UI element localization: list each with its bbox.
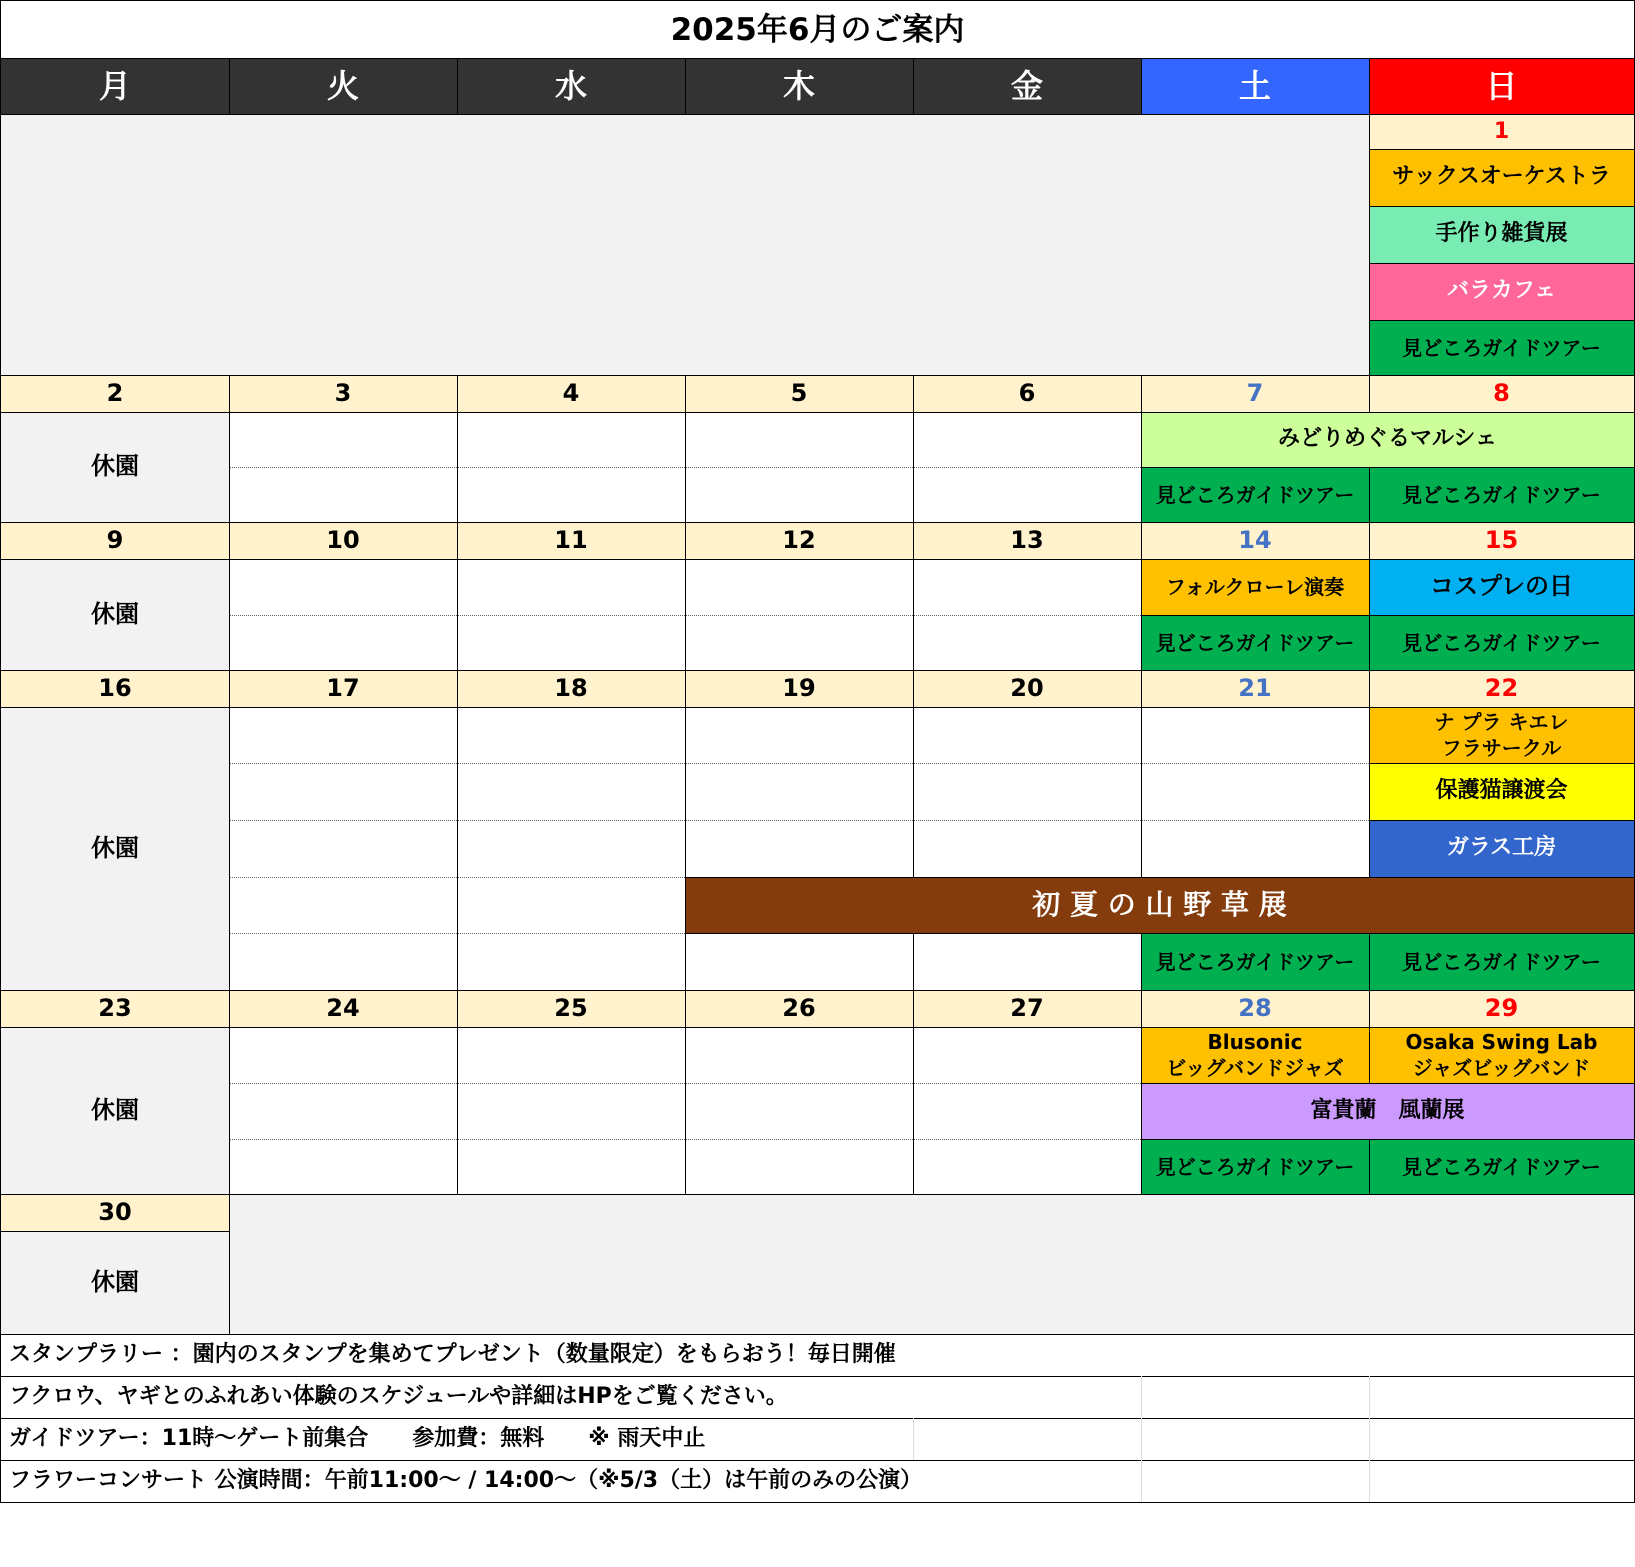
grid-line [457, 522, 458, 559]
grid-line [913, 375, 914, 412]
grid-line [1369, 933, 1370, 990]
grid-line [0, 559, 1635, 560]
grid-line [1369, 115, 1370, 375]
grid-line [1141, 707, 1142, 877]
empty-days-area [229, 1194, 1634, 1334]
event-cell: 見どころガイドツアー [1141, 933, 1369, 990]
grid-line [913, 559, 914, 670]
closed-label: 休園 [1, 412, 229, 522]
event-cell: コスプレの日 [1369, 559, 1634, 615]
grid-line [913, 522, 914, 559]
event-cell: Blusonic ビッグバンドジャズ [1141, 1027, 1369, 1083]
grid-line [1141, 933, 1142, 990]
grid-line [0, 0, 1635, 1]
grid-line [913, 1027, 914, 1083]
grid-line [229, 877, 230, 933]
grid-line [1141, 412, 1142, 522]
event-cell: 見どころガイドツアー [1369, 615, 1634, 670]
grid-line [1141, 990, 1142, 1027]
grid-line [685, 58, 686, 115]
grid-line [1369, 467, 1370, 522]
grid-line [1369, 1376, 1370, 1418]
closed-label: 休園 [1, 707, 229, 990]
grid-line [685, 707, 686, 877]
grid-line [685, 375, 686, 412]
date-number: 16 [1, 670, 229, 707]
weekday-header: 金 [913, 59, 1141, 115]
weekday-header: 水 [457, 59, 685, 115]
event-cell: 見どころガイドツアー [1141, 1139, 1369, 1194]
grid-line [229, 1083, 230, 1139]
grid-line [229, 412, 230, 522]
grid-line [0, 114, 1635, 115]
grid-line [1369, 1418, 1370, 1460]
grid-line [457, 1083, 458, 1139]
grid-line [1369, 1460, 1370, 1502]
grid-line [0, 1418, 1635, 1419]
grid-line [1141, 1460, 1142, 1502]
footer-note: フクロウ、ヤギとのふれあい体験のスケジュールや詳細はHPをご覧ください。 [1, 1376, 1634, 1418]
date-number: 7 [1141, 375, 1369, 412]
grid-line [457, 670, 458, 707]
date-number: 4 [457, 375, 685, 412]
event-cell: ナ プラ キエレ フラサークル [1369, 707, 1634, 763]
grid-line [0, 1231, 229, 1232]
event-cell: 見どころガイドツアー [1369, 933, 1634, 990]
event-cell: ガラス工房 [1369, 820, 1634, 877]
grid-line [1141, 1418, 1142, 1460]
grid-line [0, 707, 1635, 708]
date-number: 17 [229, 670, 457, 707]
grid-line [685, 877, 686, 933]
grid-line [0, 670, 1635, 671]
grid-line [1369, 559, 1370, 670]
grid-line [1141, 1027, 1142, 1083]
grid-line [457, 58, 458, 115]
grid-line [685, 877, 1635, 878]
grid-line [0, 412, 1635, 413]
grid-line [0, 58, 1635, 59]
date-number: 2 [1, 375, 229, 412]
grid-line [0, 375, 1635, 376]
grid-line [457, 375, 458, 412]
weekday-header: 土 [1141, 59, 1369, 115]
footer-note: フラワーコンサート 公演時間：午前11:00～ / 14:00～（※5/3（土）は午前のみの公演） [1, 1460, 1634, 1502]
date-number: 8 [1369, 375, 1634, 412]
weekday-header: 木 [685, 59, 913, 115]
date-number: 27 [913, 990, 1141, 1027]
grid-line [1369, 206, 1635, 207]
grid-line [1369, 820, 1635, 821]
grid-line [1141, 467, 1635, 468]
grid-line [913, 933, 914, 990]
grid-line [1141, 58, 1142, 115]
grid-line [0, 522, 1635, 523]
event-cell: 見どころガイドツアー [1141, 467, 1369, 522]
date-number: 28 [1141, 990, 1369, 1027]
event-cell: 見どころガイドツアー [1141, 615, 1369, 670]
grid-line [229, 1139, 230, 1194]
grid-line [913, 707, 914, 877]
grid-line [1369, 670, 1370, 707]
date-number: 15 [1369, 522, 1634, 559]
page-title: 2025年6月のご案内 [1, 1, 1634, 59]
grid-line [457, 877, 458, 933]
grid-line [457, 707, 458, 877]
grid-line [913, 58, 914, 115]
grid-line [229, 933, 230, 990]
grid-line [1369, 320, 1635, 321]
grid-line [1369, 375, 1370, 412]
date-number: 14 [1141, 522, 1369, 559]
date-number: 13 [913, 522, 1141, 559]
grid-line [1141, 1139, 1635, 1140]
event-cell: みどりめぐるマルシェ [1141, 412, 1634, 467]
grid-line [685, 1027, 686, 1083]
grid-line [229, 670, 230, 707]
date-number: 19 [685, 670, 913, 707]
event-cell: 富貴蘭 風蘭展 [1141, 1083, 1634, 1139]
grid-line [685, 990, 686, 1027]
exhibition-banner: 初 夏 の 山 野 草 展 [685, 877, 1634, 933]
event-cell: 見どころガイドツアー [1369, 1139, 1634, 1194]
slot-divider [229, 820, 1369, 821]
date-number: 9 [1, 522, 229, 559]
date-number: 18 [457, 670, 685, 707]
event-cell: 見どころガイドツアー [1369, 467, 1634, 522]
grid-line [0, 990, 1635, 991]
event-cell: サックスオーケストラ [1369, 149, 1634, 206]
grid-line [1369, 990, 1370, 1027]
grid-line [0, 1502, 1635, 1503]
date-number: 5 [685, 375, 913, 412]
grid-line [0, 1194, 1635, 1195]
grid-line [1141, 670, 1142, 707]
grid-line [685, 522, 686, 559]
grid-line [685, 670, 686, 707]
date-number: 12 [685, 522, 913, 559]
grid-line [457, 990, 458, 1027]
footer-note: ガイドツアー：11時～ゲート前集合 参加費：無料 ※ 雨天中止 [1, 1418, 1634, 1460]
grid-line [1369, 1027, 1370, 1083]
grid-line [0, 1460, 1635, 1461]
grid-line [1141, 615, 1635, 616]
date-number: 3 [229, 375, 457, 412]
date-number: 22 [1369, 670, 1634, 707]
event-cell: Osaka Swing Lab ジャズビッグバンド [1369, 1027, 1634, 1083]
grid-line [1141, 1376, 1142, 1418]
date-number: 25 [457, 990, 685, 1027]
event-cell: バラカフェ [1369, 263, 1634, 320]
grid-line [1369, 707, 1370, 877]
closed-label: 休園 [1, 559, 229, 670]
event-cell: 保護猫譲渡会 [1369, 763, 1634, 820]
grid-line [229, 522, 230, 559]
date-number: 24 [229, 990, 457, 1027]
event-cell: フォルクローレ演奏 [1141, 559, 1369, 615]
grid-line [685, 933, 686, 990]
grid-line [229, 559, 230, 670]
weekday-header: 火 [229, 59, 457, 115]
grid-line [229, 58, 230, 115]
grid-line [0, 0, 1, 1503]
grid-line [913, 1418, 914, 1460]
grid-line [685, 559, 686, 670]
grid-line [229, 990, 230, 1027]
slot-divider [229, 763, 1369, 764]
event-cell: 見どころガイドツアー [1369, 320, 1634, 375]
grid-line [913, 412, 914, 522]
grid-line [457, 1139, 458, 1194]
grid-line [1369, 149, 1635, 150]
date-number: 21 [1141, 670, 1369, 707]
empty-days-area [1, 115, 1369, 375]
date-number: 23 [1, 990, 229, 1027]
grid-line [1141, 1083, 1142, 1139]
grid-line [229, 375, 230, 412]
grid-line [457, 559, 458, 670]
event-cell: 手作り雑貨展 [1369, 206, 1634, 263]
date-number: 26 [685, 990, 913, 1027]
weekday-header: 日 [1369, 59, 1634, 115]
grid-line [457, 933, 458, 990]
grid-line [1141, 1139, 1142, 1194]
closed-label: 休園 [1, 1027, 229, 1194]
grid-line [1141, 1083, 1635, 1084]
grid-line [457, 1027, 458, 1083]
footer-note: スタンプラリー ：園内のスタンプを集めてプレゼント（数量限定）をもらおう！毎日開催 [1, 1334, 1634, 1376]
grid-line [1369, 58, 1370, 115]
grid-line [0, 1027, 1635, 1028]
grid-line [229, 1194, 230, 1334]
closed-label: 休園 [1, 1231, 229, 1334]
date-number: 11 [457, 522, 685, 559]
grid-line [457, 412, 458, 522]
date-number: 20 [913, 670, 1141, 707]
grid-line [1369, 1139, 1370, 1194]
grid-line [229, 1027, 230, 1083]
grid-line [1369, 522, 1370, 559]
grid-line [1141, 559, 1142, 670]
date-number: 6 [913, 375, 1141, 412]
grid-line [685, 1083, 686, 1139]
grid-line [913, 1083, 914, 1139]
grid-line [685, 933, 1635, 934]
grid-line [685, 1139, 686, 1194]
grid-line [913, 990, 914, 1027]
grid-line [229, 707, 230, 877]
grid-line [1141, 375, 1142, 412]
grid-line [1369, 763, 1635, 764]
grid-line [0, 1376, 1635, 1377]
date-number: 29 [1369, 990, 1634, 1027]
grid-line [913, 670, 914, 707]
grid-line [1369, 263, 1635, 264]
date-number: 10 [229, 522, 457, 559]
grid-line [913, 1139, 914, 1194]
grid-line [685, 412, 686, 522]
date-number: 30 [1, 1194, 229, 1231]
weekday-header: 月 [1, 59, 229, 115]
grid-line [0, 1334, 1635, 1335]
date-number: 1 [1369, 115, 1634, 149]
grid-line [1141, 522, 1142, 559]
